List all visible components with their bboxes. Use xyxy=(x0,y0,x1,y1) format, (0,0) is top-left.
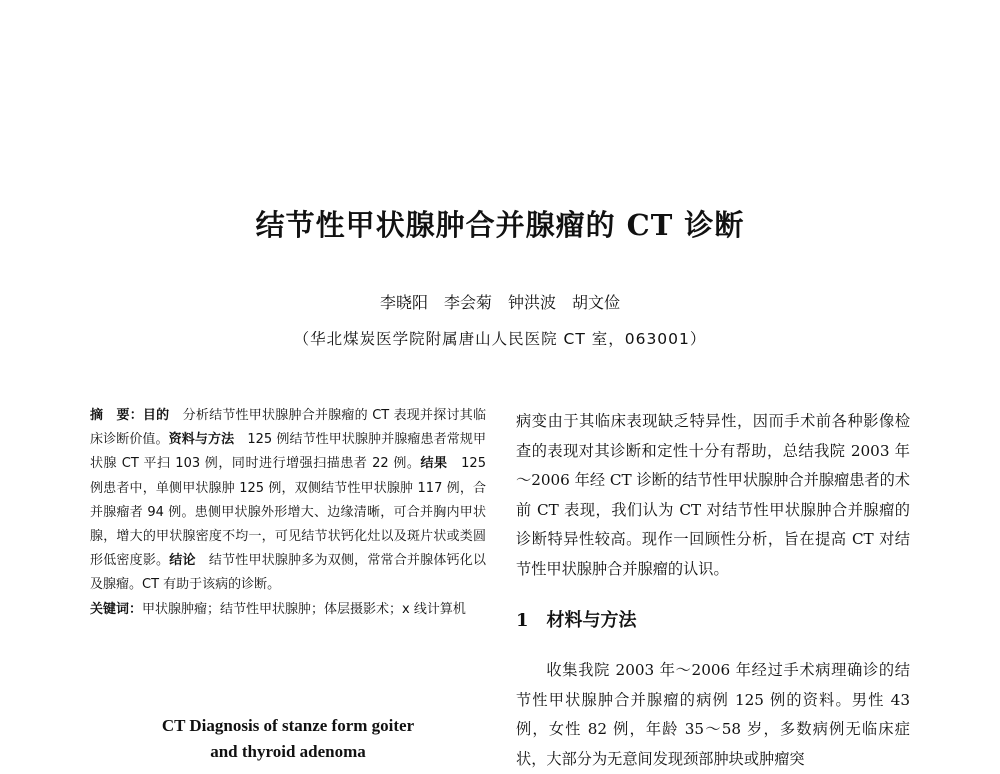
keywords xyxy=(90,598,486,622)
abstract-purpose-label: 目的 xyxy=(142,408,170,423)
paper-title: 结节性甲状腺肿合并腺瘤的 CT 诊断 xyxy=(255,208,745,242)
keywords-text: 甲状腺肿瘤；结节性甲状腺肿；体层摄影术；x 线计算机 xyxy=(142,601,466,617)
abstract xyxy=(90,404,486,598)
body-column xyxy=(516,407,910,774)
abstract-results: 125 例患者中，单侧甲状腺肿 125 例，双侧结节性甲状腺肿 117 例，合并腺瘤者 94 例。患侧甲状腺外形增大、边缘清晰，可合并胸内甲状腺，增大的甲状腺密度不均一，可见结节状钙化灶以及斑片状或类圆形低密度影。 xyxy=(90,456,486,569)
english-title-line1: CT Diagnosis of stanze form goiter xyxy=(161,716,415,735)
english-title-line2: and thyroid adenoma xyxy=(210,742,366,761)
english-title xyxy=(90,713,486,765)
abstract-purpose: 分析结节性甲状腺肿合并腺瘤的 CT 表现并探讨其临床诊断价值。 xyxy=(90,408,486,448)
abstract-conclusion-label: 结论 xyxy=(169,553,196,569)
keywords-label: 关键词： xyxy=(90,601,143,617)
abstract-label: 摘 要： xyxy=(90,408,143,423)
abstract-column xyxy=(90,404,486,622)
abstract-conclusion: 结节性甲状腺肿多为双侧，常常合并腺体钙化以及腺瘤。CT 有助于该病的诊断。 xyxy=(90,553,486,593)
abstract-methods: 125 例结节性甲状腺肿并腺瘤患者常规甲状腺 CT 平扫 103 例，同时进行增强扫描患者 22 例。 xyxy=(90,432,486,472)
abstract-methods-label: 资料与方法 xyxy=(168,432,235,448)
intro-paragraph: 病变由于其临床表现缺乏特异性，因而手术前各种影像检查的表现对其诊断和定性十分有帮助，总结我院 2003 年～2006 年经 CT 诊断的结节性甲状腺肿合并腺瘤患者的术前 CT 表现，我们认为 CT 对结节性甲状腺肿合并腺瘤的诊断特异性较高。现作一回顾性分析，旨在提高 CT 对结节性甲状腺肿合并腺瘤的认识。 xyxy=(516,412,910,578)
author-list: 李晓阳 李会菊 钟洪波 胡文俭 xyxy=(379,293,620,312)
section-heading: 1 材料与方法 xyxy=(516,610,637,631)
affiliation: （华北煤炭医学院附属唐山人民医院 CT 室，063001） xyxy=(293,330,707,348)
section-paragraph: 收集我院 2003 年～2006 年经过手术病理确诊的结节性甲状腺肿合并腺瘤的病例 125 例的资料。男性 43 例，女性 82 例，年龄 35～58 岁，多数病例无临床症状，大部分为无意间发现颈部肿块或肿瘤突 xyxy=(516,661,910,768)
abstract-results-label: 结果 xyxy=(420,456,448,472)
